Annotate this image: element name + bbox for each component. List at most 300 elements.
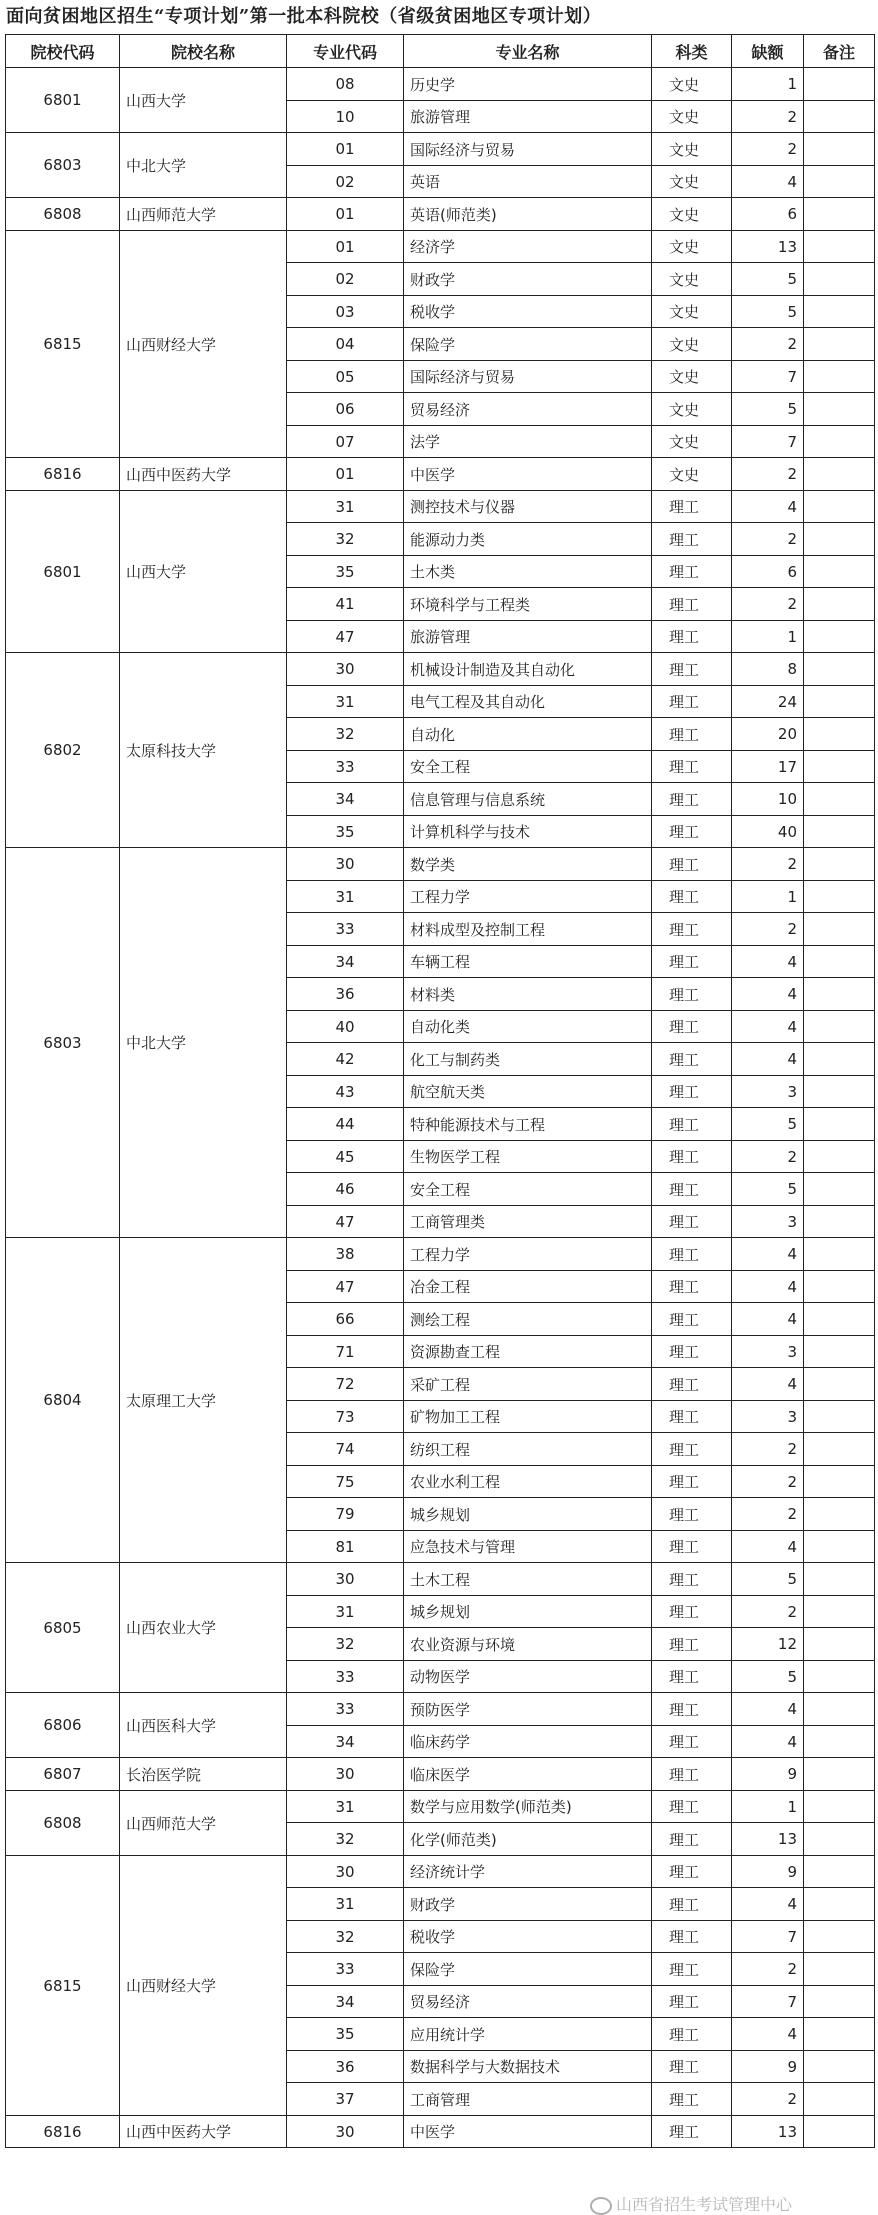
major-code: 34 — [287, 1986, 404, 2018]
major-name: 国际经济与贸易 — [404, 361, 652, 393]
major-name: 纺织工程 — [404, 1433, 652, 1466]
vacancy: 5 — [732, 393, 804, 426]
remark — [804, 881, 875, 913]
remark — [804, 1141, 875, 1173]
category: 理工 — [652, 1498, 732, 1531]
vacancy: 2 — [732, 328, 804, 361]
major-code: 33 — [287, 751, 404, 783]
vacancy: 12 — [732, 1628, 804, 1661]
school-code: 6803 — [6, 848, 120, 1238]
vacancy: 3 — [732, 1076, 804, 1108]
school-code: 6801 — [6, 68, 120, 133]
major-name: 安全工程 — [404, 751, 652, 783]
vacancy: 5 — [732, 1108, 804, 1141]
category: 理工 — [652, 1661, 732, 1693]
major-code: 30 — [287, 848, 404, 881]
category: 理工 — [652, 1791, 732, 1823]
major-name: 中医学 — [404, 2116, 652, 2148]
major-name: 数学与应用数学(师范类) — [404, 1791, 652, 1823]
remark — [804, 133, 875, 166]
category: 理工 — [652, 1043, 732, 1076]
major-code: 30 — [287, 1758, 404, 1791]
vacancy: 24 — [732, 686, 804, 718]
remark — [804, 1596, 875, 1628]
school-code: 6816 — [6, 2116, 120, 2148]
major-name: 环境科学与工程类 — [404, 588, 652, 621]
major-name: 应用统计学 — [404, 2018, 652, 2051]
major-name: 测控技术与仪器 — [404, 491, 652, 523]
major-code: 47 — [287, 1206, 404, 1238]
major-name: 工商管理类 — [404, 1206, 652, 1238]
vacancy: 2 — [732, 913, 804, 946]
major-name: 化学(师范类) — [404, 1823, 652, 1856]
major-name: 保险学 — [404, 328, 652, 361]
major-name: 计算机科学与技术 — [404, 816, 652, 848]
remark — [804, 751, 875, 783]
school-name: 山西大学 — [120, 68, 287, 133]
table-row — [6, 231, 875, 263]
category: 文史 — [652, 198, 732, 231]
major-code: 73 — [287, 1401, 404, 1433]
header-school-name: 院校名称 — [120, 35, 287, 68]
school-name: 长治医学院 — [120, 1758, 287, 1791]
category: 文史 — [652, 426, 732, 458]
category: 理工 — [652, 1173, 732, 1206]
vacancy: 13 — [732, 1823, 804, 1856]
remark — [804, 556, 875, 588]
major-code: 01 — [287, 198, 404, 231]
major-name: 材料类 — [404, 978, 652, 1011]
major-name: 测绘工程 — [404, 1303, 652, 1336]
category: 理工 — [652, 1986, 732, 2018]
major-code: 31 — [287, 1888, 404, 1921]
major-code: 47 — [287, 621, 404, 653]
major-code: 32 — [287, 1823, 404, 1856]
vacancy: 4 — [732, 1011, 804, 1043]
major-code: 01 — [287, 458, 404, 491]
vacancy: 2 — [732, 1498, 804, 1531]
major-code: 40 — [287, 1011, 404, 1043]
category: 理工 — [652, 946, 732, 978]
category: 理工 — [652, 816, 732, 848]
remark — [804, 231, 875, 263]
vacancy: 1 — [732, 881, 804, 913]
watermark — [590, 2192, 792, 2212]
table-row — [6, 133, 875, 166]
major-code: 35 — [287, 2018, 404, 2051]
header-category: 科类 — [652, 35, 732, 68]
vacancy: 4 — [732, 1693, 804, 1726]
header-school-code: 院校代码 — [6, 35, 120, 68]
remark — [804, 2083, 875, 2116]
remark — [804, 1953, 875, 1986]
major-name: 城乡规划 — [404, 1498, 652, 1531]
remark — [804, 621, 875, 653]
major-name: 资源勘查工程 — [404, 1336, 652, 1368]
category: 文史 — [652, 458, 732, 491]
vacancy: 4 — [732, 1271, 804, 1303]
major-name: 财政学 — [404, 1888, 652, 1921]
major-name: 旅游管理 — [404, 621, 652, 653]
vacancy: 4 — [732, 1238, 804, 1271]
major-code: 75 — [287, 1466, 404, 1498]
category: 理工 — [652, 1563, 732, 1596]
header-remark: 备注 — [804, 35, 875, 68]
plan-table — [5, 34, 875, 2148]
category: 理工 — [652, 2018, 732, 2051]
page-title: 面向贫困地区招生“专项计划”第一批本科院校（省级贫困地区专项计划） — [6, 6, 602, 27]
major-name: 矿物加工工程 — [404, 1401, 652, 1433]
category: 理工 — [652, 1238, 732, 1271]
table-row — [6, 491, 875, 523]
category: 理工 — [652, 1596, 732, 1628]
major-code: 36 — [287, 2051, 404, 2083]
vacancy: 6 — [732, 556, 804, 588]
category: 文史 — [652, 166, 732, 198]
category: 理工 — [652, 523, 732, 556]
vacancy: 2 — [732, 1596, 804, 1628]
major-code: 33 — [287, 1661, 404, 1693]
remark — [804, 1433, 875, 1466]
remark — [804, 101, 875, 133]
vacancy: 2 — [732, 848, 804, 881]
vacancy: 9 — [732, 1856, 804, 1888]
major-code: 45 — [287, 1141, 404, 1173]
table-row — [6, 1791, 875, 1823]
remark — [804, 1498, 875, 1531]
category: 理工 — [652, 1888, 732, 1921]
vacancy: 2 — [732, 2083, 804, 2116]
school-code: 6801 — [6, 491, 120, 653]
category: 理工 — [652, 1336, 732, 1368]
remark — [804, 2116, 875, 2148]
vacancy: 4 — [732, 1368, 804, 1401]
major-name: 贸易经济 — [404, 1986, 652, 2018]
major-code: 32 — [287, 1628, 404, 1661]
vacancy: 4 — [732, 1043, 804, 1076]
remark — [804, 68, 875, 101]
major-code: 01 — [287, 231, 404, 263]
vacancy: 5 — [732, 263, 804, 296]
category: 理工 — [652, 556, 732, 588]
table-row — [6, 68, 875, 101]
school-name: 山西中医药大学 — [120, 458, 287, 491]
major-code: 31 — [287, 1791, 404, 1823]
table-header-row — [6, 35, 875, 68]
vacancy: 2 — [732, 101, 804, 133]
major-name: 经济学 — [404, 231, 652, 263]
remark — [804, 1336, 875, 1368]
major-code: 72 — [287, 1368, 404, 1401]
category: 文史 — [652, 328, 732, 361]
remark — [804, 1043, 875, 1076]
vacancy: 17 — [732, 751, 804, 783]
category: 理工 — [652, 1271, 732, 1303]
remark — [804, 1531, 875, 1563]
vacancy: 4 — [732, 1726, 804, 1758]
major-code: 33 — [287, 913, 404, 946]
category: 理工 — [652, 2051, 732, 2083]
remark — [804, 393, 875, 426]
remark — [804, 1238, 875, 1271]
category: 理工 — [652, 1011, 732, 1043]
school-name: 山西师范大学 — [120, 1791, 287, 1856]
school-code: 6815 — [6, 231, 120, 458]
major-name: 历史学 — [404, 68, 652, 101]
school-code: 6802 — [6, 653, 120, 848]
remark — [804, 198, 875, 231]
vacancy: 8 — [732, 653, 804, 686]
major-name: 工程力学 — [404, 1238, 652, 1271]
table-row — [6, 1856, 875, 1888]
major-code: 31 — [287, 686, 404, 718]
major-code: 34 — [287, 1726, 404, 1758]
category: 理工 — [652, 621, 732, 653]
vacancy: 7 — [732, 426, 804, 458]
major-name: 冶金工程 — [404, 1271, 652, 1303]
major-name: 工程力学 — [404, 881, 652, 913]
major-name: 车辆工程 — [404, 946, 652, 978]
major-code: 46 — [287, 1173, 404, 1206]
major-name: 经济统计学 — [404, 1856, 652, 1888]
major-name: 贸易经济 — [404, 393, 652, 426]
remark — [804, 1693, 875, 1726]
category: 文史 — [652, 231, 732, 263]
vacancy: 4 — [732, 491, 804, 523]
vacancy: 4 — [732, 1531, 804, 1563]
school-code: 6816 — [6, 458, 120, 491]
vacancy: 5 — [732, 1173, 804, 1206]
major-code: 35 — [287, 816, 404, 848]
remark — [804, 361, 875, 393]
major-code: 30 — [287, 2116, 404, 2148]
remark — [804, 491, 875, 523]
major-name: 财政学 — [404, 263, 652, 296]
plan-body — [6, 68, 875, 2148]
table-row — [6, 2116, 875, 2148]
vacancy: 1 — [732, 621, 804, 653]
major-name: 农业水利工程 — [404, 1466, 652, 1498]
category: 理工 — [652, 1856, 732, 1888]
remark — [804, 263, 875, 296]
major-name: 自动化 — [404, 718, 652, 751]
major-code: 02 — [287, 263, 404, 296]
school-name: 山西中医药大学 — [120, 2116, 287, 2148]
table-row — [6, 198, 875, 231]
category: 理工 — [652, 1401, 732, 1433]
major-name: 中医学 — [404, 458, 652, 491]
remark — [804, 686, 875, 718]
major-name: 数学类 — [404, 848, 652, 881]
vacancy: 4 — [732, 1303, 804, 1336]
major-code: 31 — [287, 1596, 404, 1628]
table-row — [6, 1758, 875, 1791]
remark — [804, 296, 875, 328]
major-name: 生物医学工程 — [404, 1141, 652, 1173]
category: 理工 — [652, 1693, 732, 1726]
category: 理工 — [652, 1076, 732, 1108]
category: 理工 — [652, 491, 732, 523]
category: 理工 — [652, 1303, 732, 1336]
vacancy: 2 — [732, 1953, 804, 1986]
major-name: 城乡规划 — [404, 1596, 652, 1628]
remark — [804, 1271, 875, 1303]
category: 理工 — [652, 1921, 732, 1953]
major-name: 材料成型及控制工程 — [404, 913, 652, 946]
category: 文史 — [652, 296, 732, 328]
category: 理工 — [652, 913, 732, 946]
category: 文史 — [652, 393, 732, 426]
major-name: 英语(师范类) — [404, 198, 652, 231]
table-row — [6, 848, 875, 881]
major-code: 32 — [287, 523, 404, 556]
vacancy: 4 — [732, 978, 804, 1011]
major-code: 35 — [287, 556, 404, 588]
remark — [804, 1888, 875, 1921]
major-code: 79 — [287, 1498, 404, 1531]
category: 理工 — [652, 686, 732, 718]
major-code: 33 — [287, 1693, 404, 1726]
school-name: 山西师范大学 — [120, 198, 287, 231]
major-code: 74 — [287, 1433, 404, 1466]
major-name: 税收学 — [404, 1921, 652, 1953]
remark — [804, 1076, 875, 1108]
category: 理工 — [652, 1141, 732, 1173]
major-code: 37 — [287, 2083, 404, 2116]
major-name: 税收学 — [404, 296, 652, 328]
major-code: 81 — [287, 1531, 404, 1563]
vacancy: 2 — [732, 133, 804, 166]
vacancy: 7 — [732, 1986, 804, 2018]
major-code: 47 — [287, 1271, 404, 1303]
category: 理工 — [652, 1726, 732, 1758]
vacancy: 2 — [732, 458, 804, 491]
major-name: 机械设计制造及其自动化 — [404, 653, 652, 686]
remark — [804, 783, 875, 816]
major-name: 电气工程及其自动化 — [404, 686, 652, 718]
category: 理工 — [652, 588, 732, 621]
table-row — [6, 1693, 875, 1726]
major-code: 01 — [287, 133, 404, 166]
major-name: 法学 — [404, 426, 652, 458]
remark — [804, 1628, 875, 1661]
header-vacancy: 缺额 — [732, 35, 804, 68]
remark — [804, 913, 875, 946]
major-code: 03 — [287, 296, 404, 328]
table-row — [6, 458, 875, 491]
major-name: 自动化类 — [404, 1011, 652, 1043]
vacancy: 9 — [732, 1758, 804, 1791]
vacancy: 5 — [732, 296, 804, 328]
table-row — [6, 1238, 875, 1271]
vacancy: 4 — [732, 166, 804, 198]
remark — [804, 946, 875, 978]
major-code: 30 — [287, 653, 404, 686]
major-code: 05 — [287, 361, 404, 393]
vacancy: 6 — [732, 198, 804, 231]
major-code: 34 — [287, 946, 404, 978]
major-code: 43 — [287, 1076, 404, 1108]
major-name: 旅游管理 — [404, 101, 652, 133]
remark — [804, 1466, 875, 1498]
school-name: 太原科技大学 — [120, 653, 287, 848]
table-row — [6, 653, 875, 686]
school-name: 山西财经大学 — [120, 1856, 287, 2116]
remark — [804, 978, 875, 1011]
remark — [804, 328, 875, 361]
major-name: 国际经济与贸易 — [404, 133, 652, 166]
vacancy: 3 — [732, 1206, 804, 1238]
remark — [804, 1011, 875, 1043]
school-name: 中北大学 — [120, 848, 287, 1238]
major-code: 42 — [287, 1043, 404, 1076]
major-name: 英语 — [404, 166, 652, 198]
remark — [804, 2051, 875, 2083]
header-major-code: 专业代码 — [287, 35, 404, 68]
remark — [804, 1856, 875, 1888]
major-code: 10 — [287, 101, 404, 133]
table-row — [6, 1563, 875, 1596]
school-code: 6803 — [6, 133, 120, 198]
major-code: 66 — [287, 1303, 404, 1336]
category: 理工 — [652, 1758, 732, 1791]
major-code: 36 — [287, 978, 404, 1011]
school-code: 6805 — [6, 1563, 120, 1693]
vacancy: 13 — [732, 2116, 804, 2148]
major-name: 土木类 — [404, 556, 652, 588]
major-code: 32 — [287, 718, 404, 751]
category: 理工 — [652, 1953, 732, 1986]
vacancy: 1 — [732, 68, 804, 101]
major-code: 44 — [287, 1108, 404, 1141]
category: 理工 — [652, 653, 732, 686]
remark — [804, 1206, 875, 1238]
vacancy: 2 — [732, 523, 804, 556]
category: 理工 — [652, 1433, 732, 1466]
remark — [804, 426, 875, 458]
remark — [804, 718, 875, 751]
vacancy: 9 — [732, 2051, 804, 2083]
vacancy: 2 — [732, 588, 804, 621]
category: 理工 — [652, 2083, 732, 2116]
major-name: 采矿工程 — [404, 1368, 652, 1401]
major-name: 能源动力类 — [404, 523, 652, 556]
major-name: 航空航天类 — [404, 1076, 652, 1108]
major-code: 07 — [287, 426, 404, 458]
major-name: 信息管理与信息系统 — [404, 783, 652, 816]
category: 理工 — [652, 1108, 732, 1141]
category: 理工 — [652, 978, 732, 1011]
major-code: 71 — [287, 1336, 404, 1368]
major-code: 33 — [287, 1953, 404, 1986]
category: 文史 — [652, 263, 732, 296]
remark — [804, 1563, 875, 1596]
school-code: 6808 — [6, 1791, 120, 1856]
remark — [804, 1108, 875, 1141]
school-name: 山西医科大学 — [120, 1693, 287, 1758]
category: 理工 — [652, 2116, 732, 2148]
vacancy: 2 — [732, 1141, 804, 1173]
vacancy: 13 — [732, 231, 804, 263]
vacancy: 3 — [732, 1401, 804, 1433]
remark — [804, 1173, 875, 1206]
header-major-name: 专业名称 — [404, 35, 652, 68]
major-name: 工商管理 — [404, 2083, 652, 2116]
remark — [804, 1303, 875, 1336]
major-code: 04 — [287, 328, 404, 361]
category: 理工 — [652, 1531, 732, 1563]
school-name: 山西农业大学 — [120, 1563, 287, 1693]
